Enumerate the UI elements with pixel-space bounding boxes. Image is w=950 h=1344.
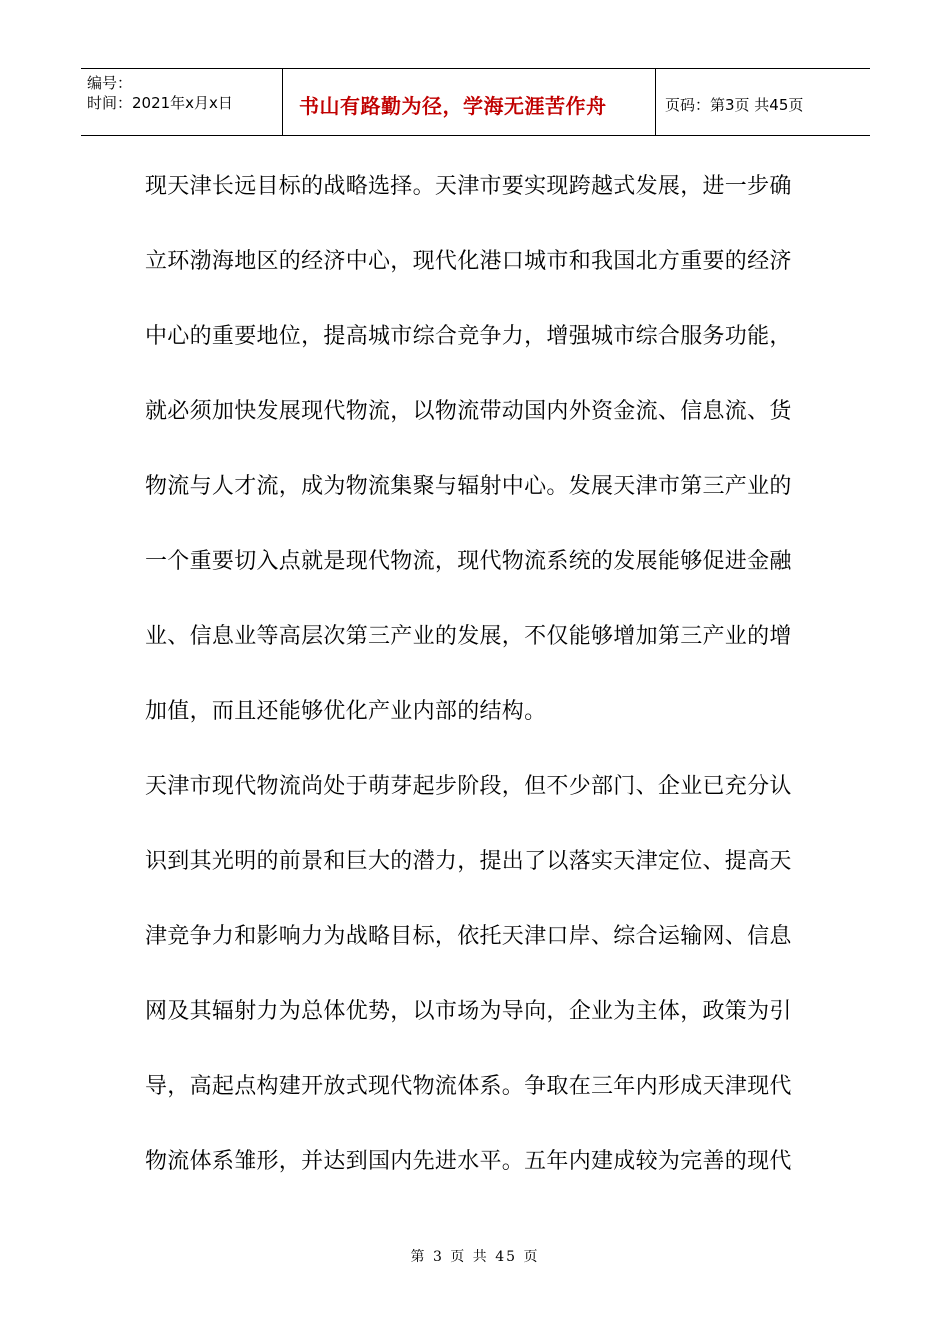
body-line: 立环渤海地区的经济中心，现代化港口城市和我国北方重要的经济 — [145, 249, 792, 274]
page-footer: 第 3 页 共 45 页 — [410, 1249, 540, 1265]
body-line: 物流与人才流，成为物流集聚与辐射中心。发展天津市第三产业的 — [145, 474, 792, 499]
body-line: 导，高起点构建开放式现代物流体系。争取在三年内形成天津现代 — [145, 1074, 792, 1099]
body-line: 物流体系雏形，并达到国内先进水平。五年内建成较为完善的现代 — [145, 1149, 792, 1174]
body-line: 就必须加快发展现代物流，以物流带动国内外资金流、信息流、货 — [145, 399, 792, 424]
page-header — [81, 68, 870, 136]
header-motto: 书山有路勤为径，学海无涯苦作舟 — [299, 93, 607, 118]
body-line: 网及其辐射力为总体优势，以市场为导向，企业为主体，政策为引 — [145, 999, 792, 1024]
header-motto-cell — [282, 69, 656, 135]
body-line: 中心的重要地位，提高城市综合竞争力，增强城市综合服务功能， — [145, 324, 792, 349]
body-line: 一个重要切入点就是现代物流，现代物流系统的发展能够促进金融 — [145, 549, 792, 574]
body-line: 津竞争力和影响力为战略目标，依托天津口岸、综合运输网、信息 — [145, 924, 792, 949]
body-line: 识到其光明的前景和巨大的潜力，提出了以落实天津定位、提高天 — [145, 849, 792, 874]
document-body — [145, 152, 805, 1202]
body-line: 天津市现代物流尚处于萌芽起步阶段，但不少部门、企业已充分认 — [145, 774, 792, 799]
body-line: 加值，而且还能够优化产业内部的结构。 — [145, 699, 547, 724]
body-line: 业、信息业等高层次第三产业的发展，不仅能够增加第三产业的增 — [145, 624, 792, 649]
header-page-info-cell — [656, 69, 870, 135]
header-page-info: 页码：第3页 共45页 — [665, 95, 804, 114]
header-meta — [81, 69, 282, 135]
document-date-label: 时间：2021年x月x日 — [87, 94, 233, 112]
body-line: 现天津长远目标的战略选择。天津市要实现跨越式发展，进一步确 — [145, 174, 792, 199]
document-number-label: 编号： — [87, 74, 133, 92]
